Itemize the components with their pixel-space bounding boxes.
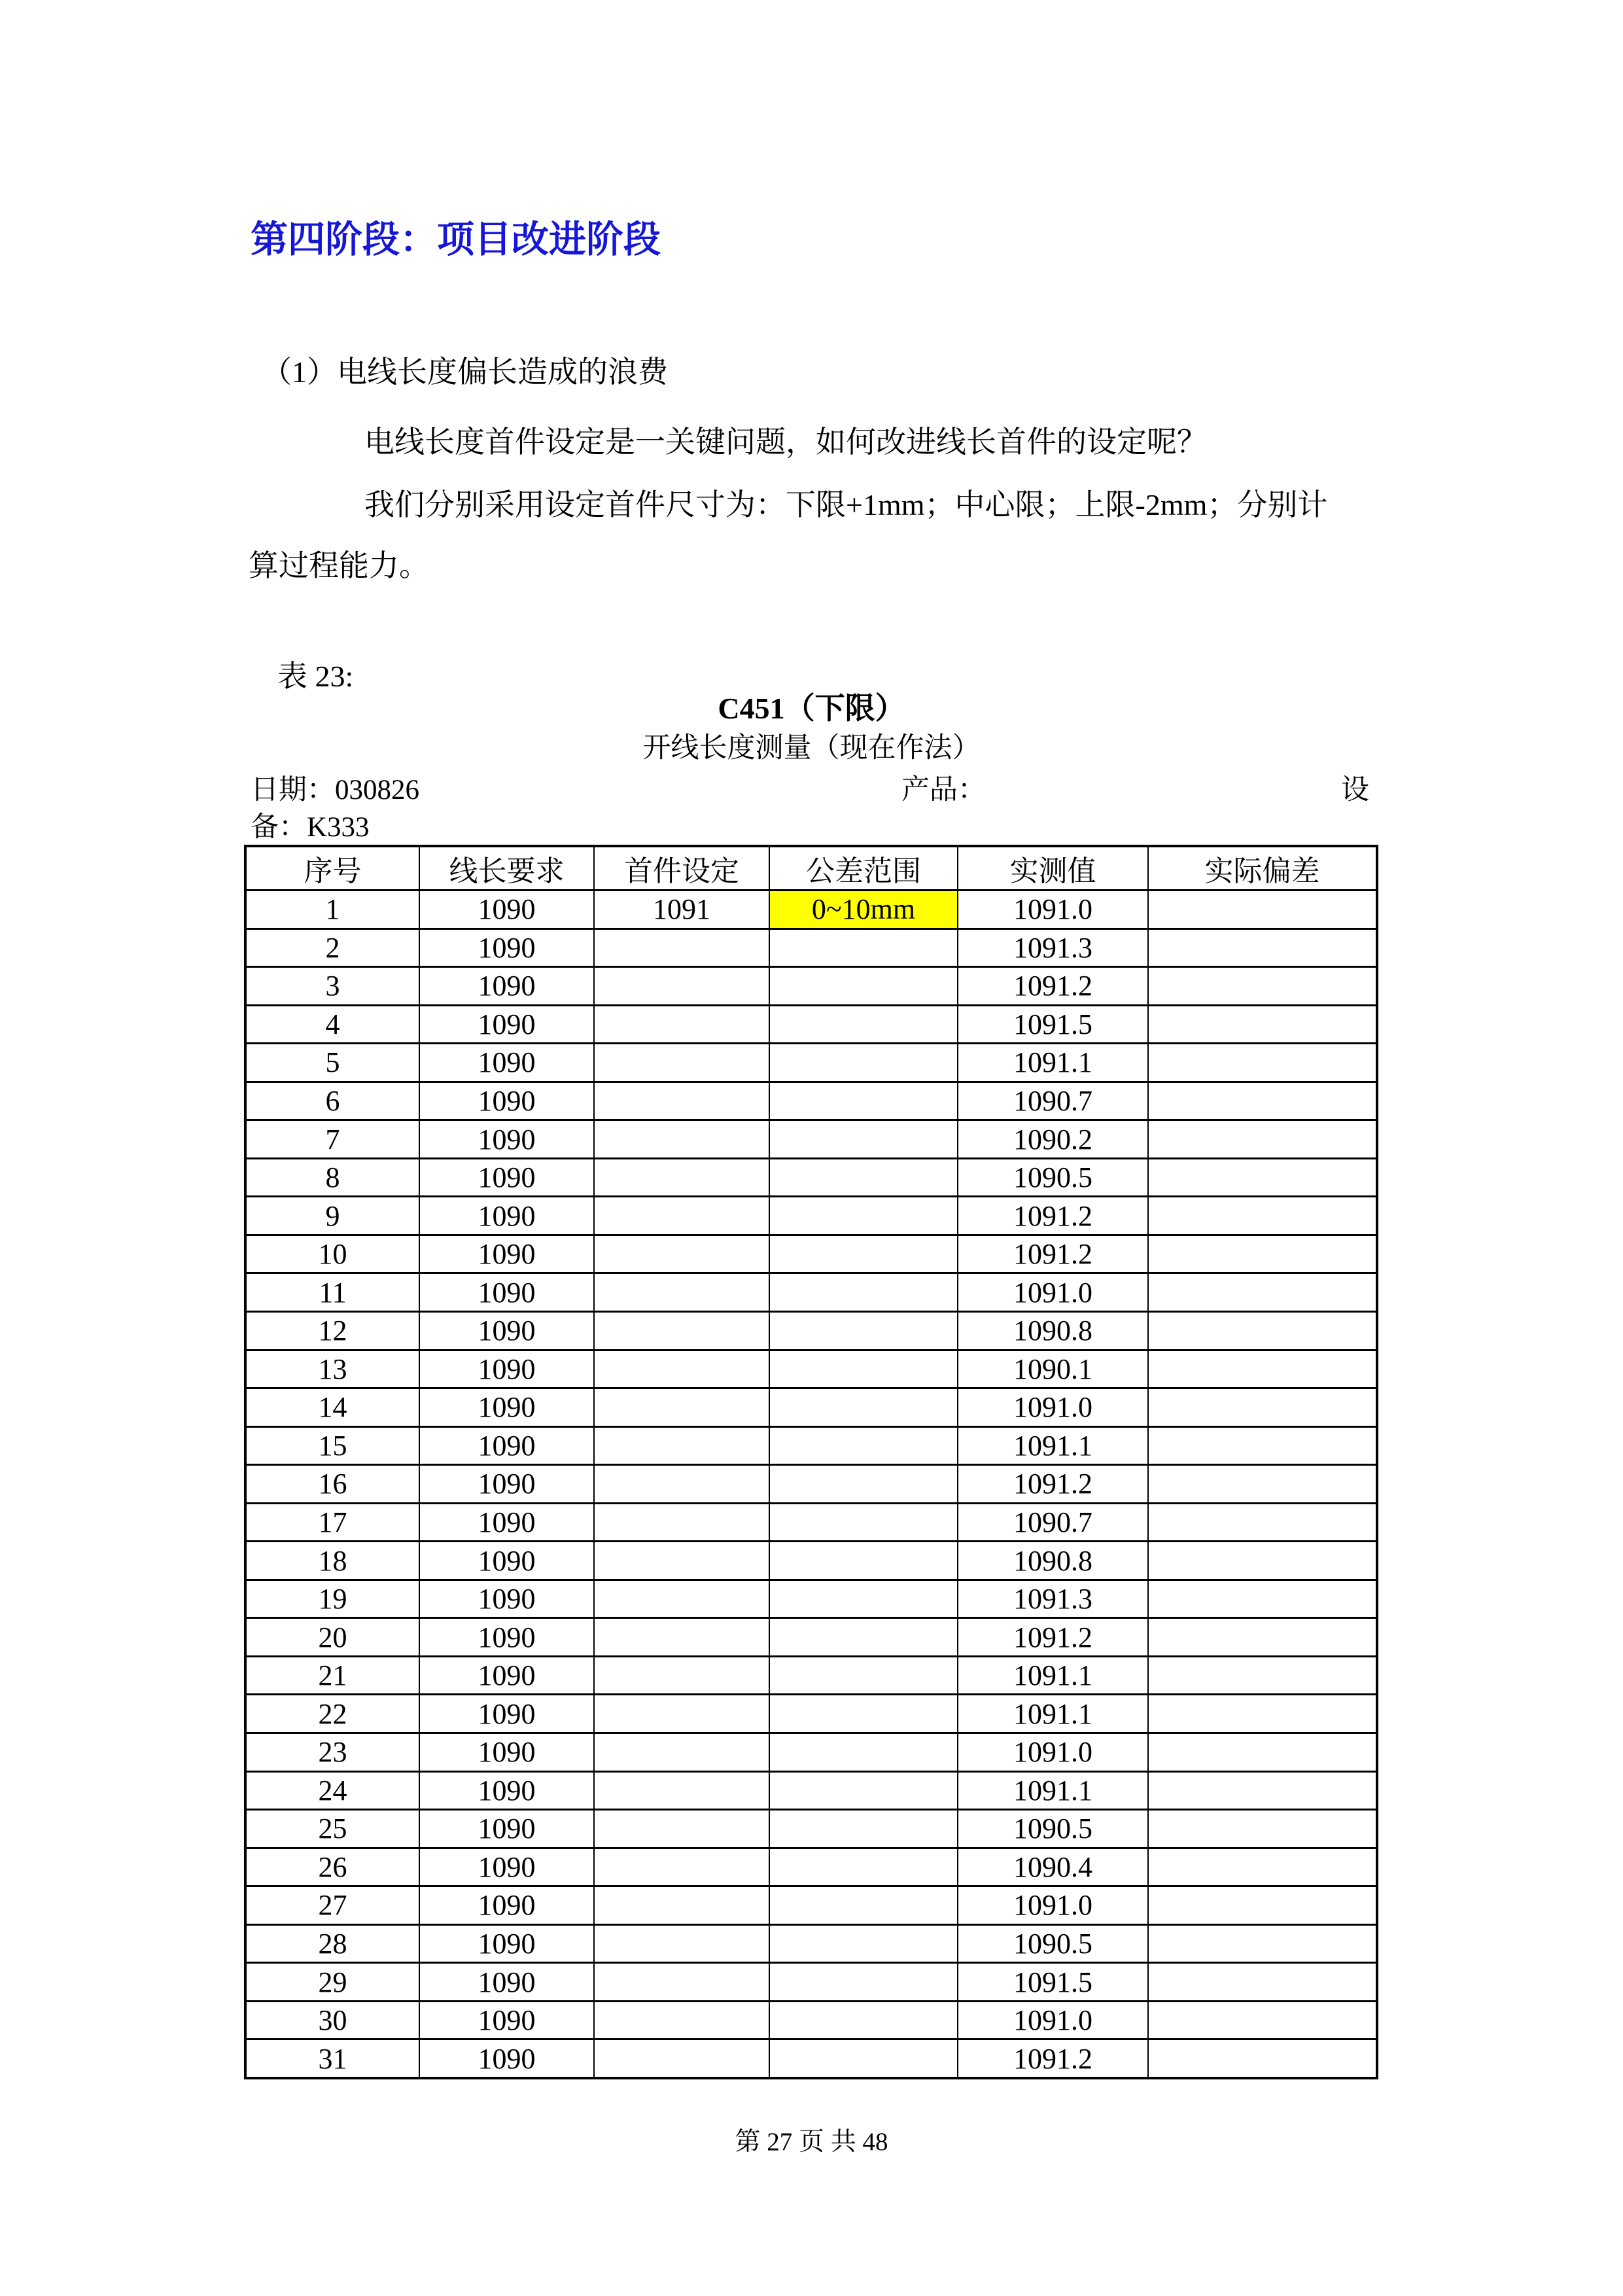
table-cell: 1091.0	[958, 1388, 1148, 1427]
table-label: 表 23:	[277, 660, 354, 693]
table-cell: 1091.1	[958, 1044, 1148, 1082]
table-cell: 1090	[419, 1695, 594, 1733]
table-cell: 29	[245, 1963, 419, 2002]
table-cell	[594, 1503, 769, 1542]
table-cell: 31	[245, 2040, 419, 2078]
table-cell: 1090	[419, 1465, 594, 1504]
table-cell: 1091.2	[958, 1197, 1148, 1235]
table-cell	[769, 1005, 958, 1044]
table-cell: 1090	[419, 1771, 594, 1810]
table-row	[245, 1082, 1377, 1120]
table-row	[245, 967, 1377, 1006]
table-cell	[1148, 1542, 1377, 1580]
table-cell	[594, 1005, 769, 1044]
table-cell	[1148, 2001, 1377, 2040]
table-row	[245, 1426, 1377, 1465]
table-cell: 14	[245, 1388, 419, 1427]
table-row	[245, 1465, 1377, 1504]
table-cell	[769, 1044, 958, 1082]
table-cell	[594, 1197, 769, 1235]
table-cell	[594, 1924, 769, 1963]
table-cell	[769, 1695, 958, 1733]
table-cell: 1090	[419, 1963, 594, 2002]
table-cell: 27	[245, 1886, 419, 1925]
meta-device-label-rest: 备：K333	[251, 812, 370, 843]
table-cell	[769, 1924, 958, 1963]
table-cell: 1091.2	[958, 1235, 1148, 1273]
table-cell	[594, 1082, 769, 1120]
table-cell	[594, 1580, 769, 1618]
table-row	[245, 1963, 1377, 2002]
table-cell	[1148, 1426, 1377, 1465]
table-cell	[1148, 928, 1377, 967]
table-cell: 30	[245, 2001, 419, 2040]
table-cell	[594, 1618, 769, 1657]
table-cell: 20	[245, 1618, 419, 1657]
table-row	[245, 1733, 1377, 1772]
table-row	[245, 1848, 1377, 1886]
table-cell	[1148, 1312, 1377, 1351]
table-cell	[769, 1120, 958, 1159]
table-cell: 8	[245, 1158, 419, 1197]
table-cell: 25	[245, 1810, 419, 1848]
table-row	[245, 1158, 1377, 1197]
table-row	[245, 1886, 1377, 1925]
table-cell: 24	[245, 1771, 419, 1810]
table-cell: 2	[245, 928, 419, 967]
table-cell	[769, 1542, 958, 1580]
table-cell: 1090.8	[958, 1312, 1148, 1351]
table-cell: 1091.2	[958, 1465, 1148, 1504]
table-cell	[1148, 1695, 1377, 1733]
table-row	[245, 1197, 1377, 1235]
table-cell: 15	[245, 1426, 419, 1465]
table-cell: 1090	[419, 1580, 594, 1618]
table-cell	[769, 967, 958, 1006]
table-cell	[769, 1312, 958, 1351]
table-cell	[1148, 1120, 1377, 1159]
table-cell	[769, 1388, 958, 1427]
table-cell	[769, 1810, 958, 1848]
table-row	[245, 1924, 1377, 1963]
section-heading: 第四阶段：项目改进阶段	[251, 219, 661, 260]
table-cell: 1090	[419, 2040, 594, 2078]
column-header: 线长要求	[419, 846, 594, 891]
table-cell: 1091.1	[958, 1771, 1148, 1810]
table-cell: 1091.5	[958, 1963, 1148, 2002]
table-cell	[769, 1963, 958, 2002]
tolerance-highlight-cell: 0~10mm	[769, 891, 958, 929]
table-cell: 1090	[419, 1656, 594, 1695]
table-cell	[1148, 1771, 1377, 1810]
table-row	[245, 928, 1377, 967]
table-cell	[769, 1848, 958, 1886]
table-cell: 1091.3	[958, 928, 1148, 967]
table-title: C451（下限）	[718, 692, 905, 725]
table-cell: 1090	[419, 2001, 594, 2040]
table-cell: 1090	[419, 1924, 594, 1963]
table-cell	[594, 928, 769, 967]
table-cell	[769, 1158, 958, 1197]
column-header: 序号	[245, 846, 419, 891]
table-cell	[1148, 1963, 1377, 2002]
table-cell: 13	[245, 1350, 419, 1388]
table-cell: 1091.0	[958, 1886, 1148, 1925]
column-header: 首件设定	[594, 846, 769, 891]
table-cell: 23	[245, 1733, 419, 1772]
table-cell	[1148, 1848, 1377, 1886]
table-cell	[594, 1158, 769, 1197]
table-cell: 21	[245, 1656, 419, 1695]
table-cell	[1148, 1158, 1377, 1197]
table-row	[245, 1044, 1377, 1082]
table-cell: 1091.1	[958, 1656, 1148, 1695]
table-cell	[594, 1350, 769, 1388]
table-subtitle: 开线长度测量（现在作法）	[642, 733, 981, 764]
table-row	[245, 1695, 1377, 1733]
table-cell	[769, 1656, 958, 1695]
table-cell	[594, 1044, 769, 1082]
table-cell: 6	[245, 1082, 419, 1120]
table-cell: 1090	[419, 1733, 594, 1772]
table-cell	[594, 1733, 769, 1772]
table-cell: 1091.0	[958, 2001, 1148, 2040]
table-cell: 1090	[419, 1197, 594, 1235]
table-cell: 11	[245, 1273, 419, 1312]
table-cell	[594, 1273, 769, 1312]
table-cell	[769, 1886, 958, 1925]
table-cell: 1090	[419, 1158, 594, 1197]
table-cell: 10	[245, 1235, 419, 1273]
table-cell	[769, 1618, 958, 1657]
table-cell	[769, 1350, 958, 1388]
table-cell	[769, 1503, 958, 1542]
table-cell: 1090.7	[958, 1082, 1148, 1120]
table-cell	[1148, 1465, 1377, 1504]
table-cell	[1148, 1388, 1377, 1427]
table-cell	[1148, 1733, 1377, 1772]
table-cell	[769, 2001, 958, 2040]
table-cell: 1090	[419, 1082, 594, 1120]
table-cell: 1090	[419, 1312, 594, 1351]
table-cell: 1091.5	[958, 1005, 1148, 1044]
table-cell: 1090	[419, 1388, 594, 1427]
table-cell	[1148, 1503, 1377, 1542]
table-cell: 1091.0	[958, 891, 1148, 929]
table-cell	[594, 1312, 769, 1351]
table-row	[245, 1503, 1377, 1542]
table-cell: 1091.1	[958, 1695, 1148, 1733]
table-cell	[594, 1886, 769, 1925]
table-cell	[1148, 2040, 1377, 2078]
measurement-table	[244, 845, 1378, 2079]
paragraph-wrap-line: 算过程能力。	[249, 549, 429, 582]
paragraph-method-line: 我们分别采用设定首件尺寸为：下限+1mm；中心限；上限-2mm；分别计	[364, 488, 1328, 521]
table-cell: 1090	[419, 1005, 594, 1044]
table-cell: 1091.3	[958, 1580, 1148, 1618]
table-cell: 28	[245, 1924, 419, 1963]
table-cell: 1090.8	[958, 1542, 1148, 1580]
table-cell: 12	[245, 1312, 419, 1351]
table-cell: 1090	[419, 1542, 594, 1580]
table-row	[245, 2040, 1377, 2078]
table-cell	[594, 1120, 769, 1159]
table-cell: 17	[245, 1503, 419, 1542]
table-cell	[769, 1465, 958, 1504]
table-cell: 22	[245, 1695, 419, 1733]
table-cell: 1090	[419, 1810, 594, 1848]
table-cell	[594, 2001, 769, 2040]
table-cell	[594, 1426, 769, 1465]
table-cell	[769, 1197, 958, 1235]
table-cell: 1091	[594, 891, 769, 929]
table-cell	[594, 2040, 769, 2078]
table-cell	[594, 1848, 769, 1886]
table-cell	[594, 967, 769, 1006]
column-header: 公差范围	[769, 846, 958, 891]
table-cell: 1091.2	[958, 967, 1148, 1006]
table-cell	[1148, 1082, 1377, 1120]
table-cell: 1090	[419, 1848, 594, 1886]
table-cell	[769, 1771, 958, 1810]
table-cell	[594, 1810, 769, 1848]
table-cell: 1091.1	[958, 1426, 1148, 1465]
table-cell	[1148, 1886, 1377, 1925]
table-row	[245, 1388, 1377, 1427]
table-cell: 1091.0	[958, 1273, 1148, 1312]
column-header: 实际偏差	[1148, 846, 1377, 891]
table-cell: 1090	[419, 1426, 594, 1465]
table-cell	[769, 1235, 958, 1273]
table-cell: 1090	[419, 967, 594, 1006]
page-footer: 第 27 页 共 48	[735, 2128, 888, 2156]
table-cell: 1090.1	[958, 1350, 1148, 1388]
table-cell	[1148, 1924, 1377, 1963]
table-cell: 3	[245, 967, 419, 1006]
table-cell: 1090.4	[958, 1848, 1148, 1886]
table-cell: 1090.2	[958, 1120, 1148, 1159]
table-cell	[1148, 1810, 1377, 1848]
table-cell	[769, 1082, 958, 1120]
table-cell: 16	[245, 1465, 419, 1504]
table-cell	[769, 1580, 958, 1618]
table-cell	[594, 1656, 769, 1695]
table-cell: 1090	[419, 1044, 594, 1082]
table-cell: 1090	[419, 1235, 594, 1273]
table-cell: 26	[245, 1848, 419, 1886]
table-cell	[1148, 1197, 1377, 1235]
table-cell: 1090	[419, 928, 594, 967]
table-cell: 1090	[419, 1120, 594, 1159]
table-row	[245, 1350, 1377, 1388]
table-cell	[1148, 1580, 1377, 1618]
table-cell: 7	[245, 1120, 419, 1159]
table-cell	[1148, 1235, 1377, 1273]
table-header-row	[245, 846, 1377, 891]
table-cell: 1090	[419, 1886, 594, 1925]
table-cell: 1090.5	[958, 1158, 1148, 1197]
table-cell	[594, 1695, 769, 1733]
table-cell: 1091.2	[958, 1618, 1148, 1657]
table-cell	[1148, 891, 1377, 929]
table-cell	[769, 1273, 958, 1312]
table-row	[245, 1235, 1377, 1273]
table-cell: 18	[245, 1542, 419, 1580]
table-cell: 1090.7	[958, 1503, 1148, 1542]
meta-product-label: 产品：	[901, 775, 986, 805]
table-cell	[769, 1733, 958, 1772]
table-cell	[594, 1388, 769, 1427]
table-cell	[594, 1542, 769, 1580]
table-cell	[1148, 1005, 1377, 1044]
table-cell: 1090	[419, 1618, 594, 1657]
meta-device-label-carry: 设	[1341, 775, 1369, 805]
table-cell	[769, 1426, 958, 1465]
table-row	[245, 1656, 1377, 1695]
table-cell	[1148, 1273, 1377, 1312]
table-cell: 1	[245, 891, 419, 929]
table-cell: 1091.2	[958, 2040, 1148, 2078]
table-cell	[594, 1465, 769, 1504]
table-row	[245, 891, 1377, 929]
paragraph-item: （1）电线长度偏长造成的浪费	[262, 355, 668, 389]
table-cell: 1090	[419, 891, 594, 929]
table-cell: 19	[245, 1580, 419, 1618]
table-cell	[1148, 1044, 1377, 1082]
table-cell	[594, 1771, 769, 1810]
table-cell	[1148, 1618, 1377, 1657]
table-cell	[1148, 1350, 1377, 1388]
table-cell: 1090	[419, 1350, 594, 1388]
table-cell	[1148, 967, 1377, 1006]
table-row	[245, 1618, 1377, 1657]
table-cell	[1148, 1656, 1377, 1695]
column-header: 实测值	[958, 846, 1148, 891]
table-row	[245, 2001, 1377, 2040]
paragraph-question: 电线长度首件设定是一关键问题，如何改进线长首件的设定呢？	[364, 425, 1207, 459]
table-row	[245, 1580, 1377, 1618]
table-cell: 1090	[419, 1503, 594, 1542]
table-cell	[594, 1235, 769, 1273]
table-cell: 4	[245, 1005, 419, 1044]
table-cell: 1090.5	[958, 1924, 1148, 1963]
table-cell: 1090.5	[958, 1810, 1148, 1848]
table-cell: 1091.0	[958, 1733, 1148, 1772]
table-cell: 5	[245, 1044, 419, 1082]
table-cell	[769, 928, 958, 967]
table-row	[245, 1005, 1377, 1044]
table-row	[245, 1771, 1377, 1810]
table-row	[245, 1273, 1377, 1312]
table-row	[245, 1810, 1377, 1848]
table-row	[245, 1120, 1377, 1159]
table-cell: 9	[245, 1197, 419, 1235]
measurement-table-wrapper	[244, 845, 1378, 2079]
table-row	[245, 1312, 1377, 1351]
table-cell	[594, 1963, 769, 2002]
table-cell	[769, 2040, 958, 2078]
table-row	[245, 1542, 1377, 1580]
meta-date: 日期：030826	[251, 775, 419, 805]
table-cell: 1090	[419, 1273, 594, 1312]
